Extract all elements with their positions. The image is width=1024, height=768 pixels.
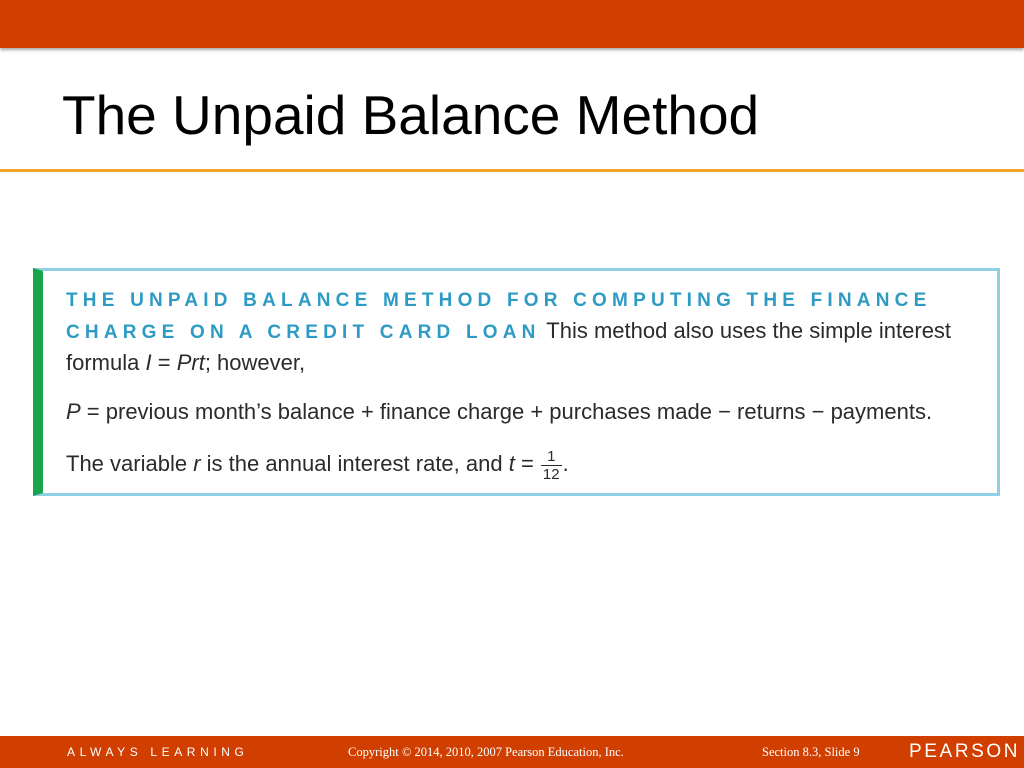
footer-bar: [0, 736, 1024, 768]
definition-box: [33, 268, 1000, 496]
time-variable: t: [508, 451, 515, 476]
rate-text-middle: is the annual interest rate, and: [200, 451, 509, 476]
title-divider: [0, 169, 1024, 172]
principal-equation: = previous month’s balance + finance charge + purchases made − returns − payments.: [80, 399, 933, 424]
slide-title: The Unpaid Balance Method: [62, 84, 760, 146]
definition-body: [66, 283, 986, 484]
definition-heading-part-2: CHARGE ON A CREDIT CARD LOAN: [66, 322, 541, 343]
definition-intro-text: This method also uses the simple interest: [546, 318, 952, 343]
top-banner: [0, 0, 1024, 48]
formula-variable-i: I: [145, 350, 152, 375]
formula-line: [66, 347, 986, 379]
footer-slide-number: Section 8.3, Slide 9: [762, 745, 860, 759]
definition-heading-part-1: THE UNPAID BALANCE METHOD FOR COMPUTING THE FINANCE: [66, 290, 932, 311]
footer-copyright: Copyright © 2014, 2010, 2007 Pearson Education, Inc.: [348, 745, 624, 759]
rate-time-line: [66, 444, 986, 484]
pearson-logo: PEARSON: [909, 741, 1021, 762]
formula-equals: =: [151, 350, 177, 375]
formula-suffix: ; however,: [204, 350, 306, 375]
time-fraction-denominator: 12: [542, 465, 560, 483]
principal-variable: P: [66, 399, 81, 424]
formula-rhs: Prt: [176, 350, 205, 375]
time-equals: =: [514, 451, 540, 476]
time-end-period: .: [562, 451, 569, 476]
definition-heading-line-2: [66, 315, 986, 347]
footer-tagline: ALWAYS LEARNING: [67, 745, 249, 759]
definition-heading-line-1: [66, 283, 986, 315]
principal-equation-line: [66, 396, 986, 428]
formula-prefix: formula: [66, 350, 146, 375]
time-fraction: [541, 448, 562, 483]
time-fraction-numerator: 1: [541, 448, 562, 466]
rate-variable: r: [193, 451, 201, 476]
rate-text-start: The variable: [66, 451, 194, 476]
